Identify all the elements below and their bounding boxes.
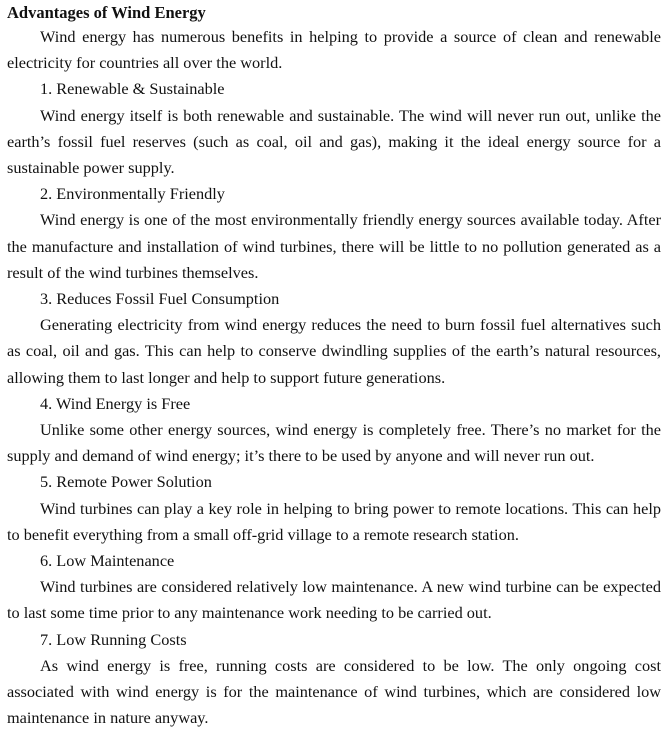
section-heading-2: 2. Environmentally Friendly <box>40 184 225 204</box>
section-body-1: Wind energy itself is both renewable and sustainable. The wind will never run out, unlike the earth’s fossil fuel reserves (such as coal, oil and gas), making it the ideal energy source for a sustainable power supply. <box>7 105 661 178</box>
section-body-3: Generating electricity from wind energy reduces the need to burn fossil fuel alternatives such as coal, oil and gas. This can help to conserve dwindling supplies of the earth’s natural resources, allowing them to last longer and help to support future generations. <box>7 315 661 387</box>
section-heading-3: 3. Reduces Fossil Fuel Consumption <box>40 289 280 309</box>
section-body-5: Wind turbines can play a key role in helping to bring power to remote locations. This can help to benefit everything from a small off-grid village to a remote research station. <box>7 498 661 544</box>
section-body-4: Unlike some other energy sources, wind energy is completely free. There’s no market for the supply and demand of wind energy; it’s there to be used by anyone and will never run out. <box>7 420 661 466</box>
section-body-6: Wind turbines are considered relatively low maintenance. A new wind turbine can be expected to last some time prior to any maintenance work needing to be carried out. <box>7 577 661 623</box>
section-heading-1: 1. Renewable & Sustainable <box>40 79 225 99</box>
section-heading-6: 6. Low Maintenance <box>40 551 175 571</box>
section-body-7: As wind energy is free, running costs are considered to be low. The only ongoing cost associated with wind energy is for the maintenance of wind turbines, which are considered low maintenance in nature anyway. <box>7 655 661 728</box>
section-heading-7: 7. Low Running Costs <box>40 629 187 649</box>
intro-paragraph: Wind energy has numerous benefits in helping to provide a source of clean and renewable electricity for countries all over the world. <box>7 27 661 73</box>
section-heading-4: 4. Wind Energy is Free <box>40 393 191 413</box>
section-body-2: Wind energy is one of the most environmentally friendly energy sources available today. After the manufacture and installation of wind turbines, there will be little to no pollution generated as a result of the wind turbines themselves. <box>7 210 661 282</box>
document-title: Advantages of Wind Energy <box>7 3 206 22</box>
section-heading-5: 5. Remote Power Solution <box>40 472 212 492</box>
